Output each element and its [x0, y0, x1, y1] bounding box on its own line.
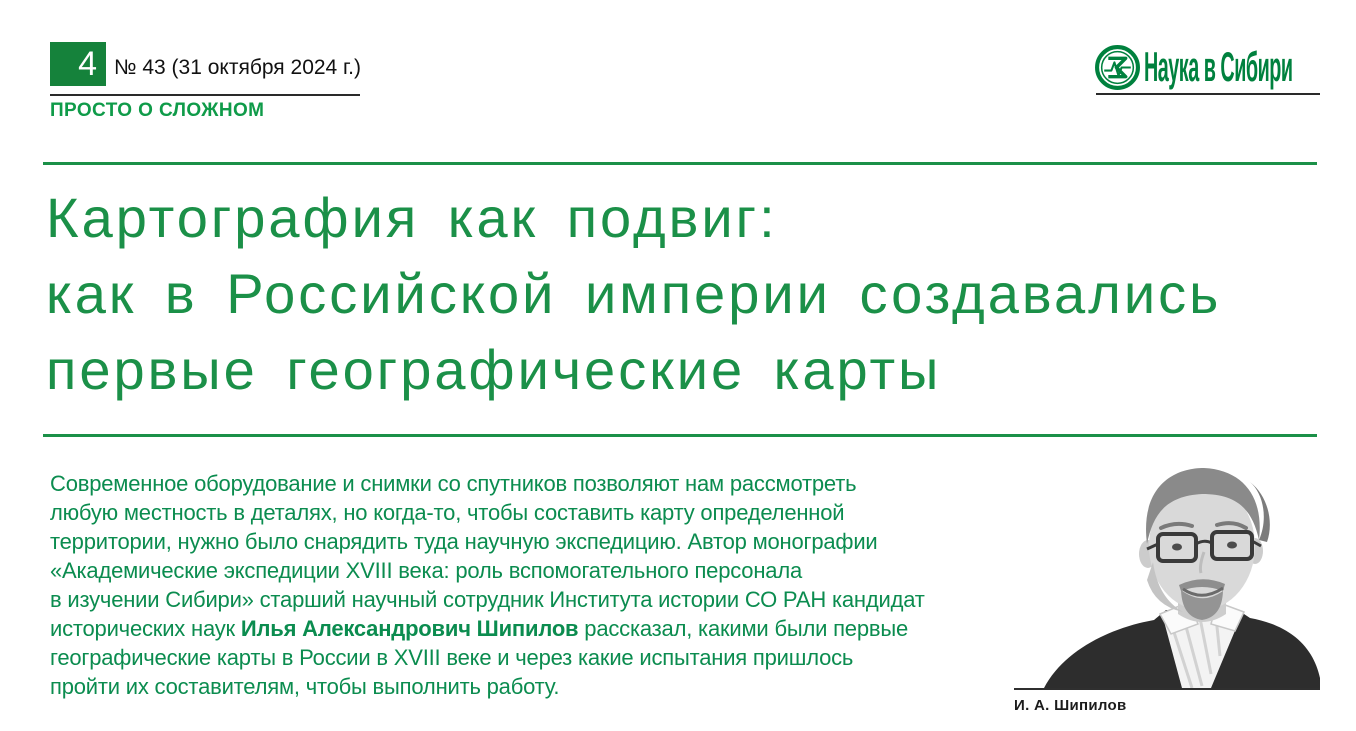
masthead-divider — [1096, 93, 1320, 95]
lead-text: исторических наук — [50, 616, 241, 641]
page-number: 4 — [78, 45, 97, 83]
article-title-line: Картография как подвиг: — [46, 186, 778, 249]
lead-text: территории, нужно было снарядить туда научную экспедицию. Автор монографии — [50, 529, 878, 554]
lead-text: рассказал, какими были первые — [578, 616, 909, 641]
rubric-label: ПРОСТО О СЛОЖНОМ — [50, 100, 265, 121]
lead-text: географические карты в России в XVIII веке и через какие испытания пришлось — [50, 645, 854, 670]
lead-text: любую местность в деталях, но когда-то, чтобы составить карту определенной — [50, 500, 845, 525]
lead-text: «Академические экспедиции XVIII века: роль вспомогательного персонала — [50, 558, 802, 583]
lead-line — [50, 469, 1010, 498]
lead-bold-name: Илья Александрович Шипилов — [240, 616, 579, 641]
issue-divider — [50, 94, 360, 96]
page-number-box — [50, 42, 106, 86]
masthead — [1094, 42, 1320, 92]
photo-caption: И. А. Шипилов — [1014, 697, 1127, 714]
author-photo — [1014, 456, 1320, 690]
lead-line — [50, 556, 1010, 585]
lead-line — [50, 672, 1010, 701]
headline-bottom-rule — [43, 434, 1317, 437]
masthead-title: Наука в Сибири — [1144, 43, 1293, 90]
lead-paragraph — [50, 469, 1010, 701]
article-title-line: как в Российской империи создавались — [46, 262, 1222, 325]
lead-text: в изучении Сибири» старший научный сотрудник Института истории СО РАН кандидат — [50, 587, 925, 612]
lead-text: пройти их составителям, чтобы выполнить работу. — [50, 674, 560, 699]
lead-line — [50, 585, 1010, 614]
sigma-pulse-emblem-icon — [1094, 44, 1141, 91]
lead-line — [50, 614, 1010, 643]
masthead-title-wrap — [1144, 44, 1320, 90]
lead-text: Современное оборудование и снимки со спутников позволяют нам рассмотреть — [50, 471, 857, 496]
lead-line — [50, 527, 1010, 556]
lead-line — [50, 498, 1010, 527]
portrait-photo-icon — [1014, 456, 1320, 688]
headline-top-rule — [43, 162, 1317, 165]
article-title — [46, 180, 1346, 408]
article-title-line: первые географические карты — [46, 338, 942, 401]
lead-line — [50, 643, 1010, 672]
issue-date: № 43 (31 октября 2024 г.) — [114, 56, 361, 79]
